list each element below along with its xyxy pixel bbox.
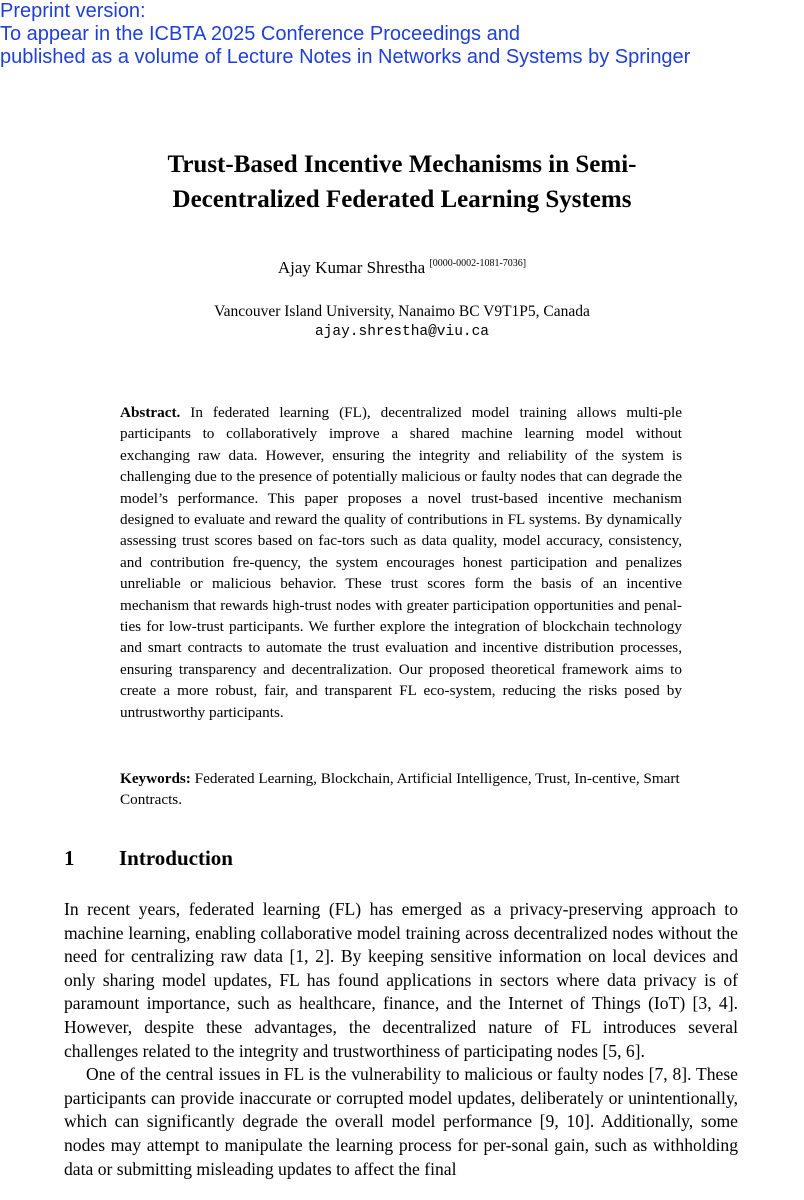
author-orcid: [0000-0002-1081-7036]: [429, 258, 527, 269]
author: [60, 258, 744, 278]
keywords: [120, 768, 682, 811]
author-name: Ajay Kumar Shrestha: [277, 258, 426, 277]
paragraph: In recent years, federated learning (FL) has emerged as a privacy-preserving approach to machine learning, enabling collaborative model training across decentralized nodes without the need for centralizing raw data [1, 2]. By keeping sensitive information on local devices and only sharing model updates, FL has found applications in sectors where data privacy is of paramount importance, such as healthcare, finance, and the Internet of Things (IoT) [3, 4]. However, despite these advantages, the decentralized nature of FL introduces several challenges related to the integrity and trustworthiness of participating nodes [5, 6].: [64, 899, 738, 1061]
section-heading: [64, 846, 744, 871]
abstract-label: Abstract.: [120, 404, 181, 421]
keywords-text: Federated Learning, Blockchain, Artificial Intelligence, Trust, In-centive, Smart Contracts.: [120, 770, 680, 809]
preprint-line: To appear in the ICBTA 2025 Conference Proceedings and: [0, 23, 520, 45]
abstract: [120, 402, 682, 723]
preprint-line: Preprint version:: [0, 0, 146, 22]
paper-title: [60, 147, 744, 217]
abstract-text: In federated learning (FL), decentralized model training allows multi-ple participants to collaboratively improve a shared machine learning model without exchanging raw data. However, ensuring the integrity and reliability of the system is challenging due to the presence of potentially malicious or faulty nodes that can degrade the model’s performance. This paper proposes a novel trust-based incentive mechanism designed to evaluate and reward the quality of contributions in FL systems. By dynamically assessing trust scores based on fac-tors such as data quality, model accuracy, consistency, and contribution fre-quency, the system encourages honest participation and penalizes unreliable or malicious behavior. These trust scores form the basis of an incentive mechanism that rewards high-trust nodes with greater participation opportunities and penal-ties for low-trust participants. We further explore the integration of blockchain technology and smart contracts to automate the trust evaluation and incentive distribution processes, ensuring transparency and decentralization. Our proposed theoretical framework aims to create a more robust, fair, and transparent FL eco-system, reducing the risks posed by untrustworthy participants.: [120, 404, 682, 721]
institution: Vancouver Island University, Nanaimo BC V9T1P5, Canada: [214, 303, 590, 320]
title-line: Trust-Based Incentive Mechanisms in Semi-: [167, 151, 637, 178]
body-text: [64, 898, 738, 1181]
paragraph: One of the central issues in FL is the vulnerability to malicious or faulty nodes [7, 8]. These participants can provide inaccurate or corrupted model updates, deliberately or unintentionally, which can significantly degrade the overall model performance [9, 10]. Additionally, some nodes may attempt to manipulate the learning process for per-sonal gain, such as withholding data or submitting misleading updates to affect the final: [64, 1064, 738, 1179]
affiliation: [60, 302, 744, 342]
section-title: Introduction: [119, 846, 233, 870]
preprint-notice: [0, 0, 804, 69]
author-email: ajay.shrestha@viu.ca: [314, 324, 490, 340]
preprint-line: published as a volume of Lecture Notes in Networks and Systems by Springer: [0, 46, 691, 68]
keywords-label: Keywords:: [120, 770, 191, 787]
title-line: Decentralized Federated Learning Systems: [172, 186, 632, 213]
section-number: 1: [64, 846, 75, 870]
